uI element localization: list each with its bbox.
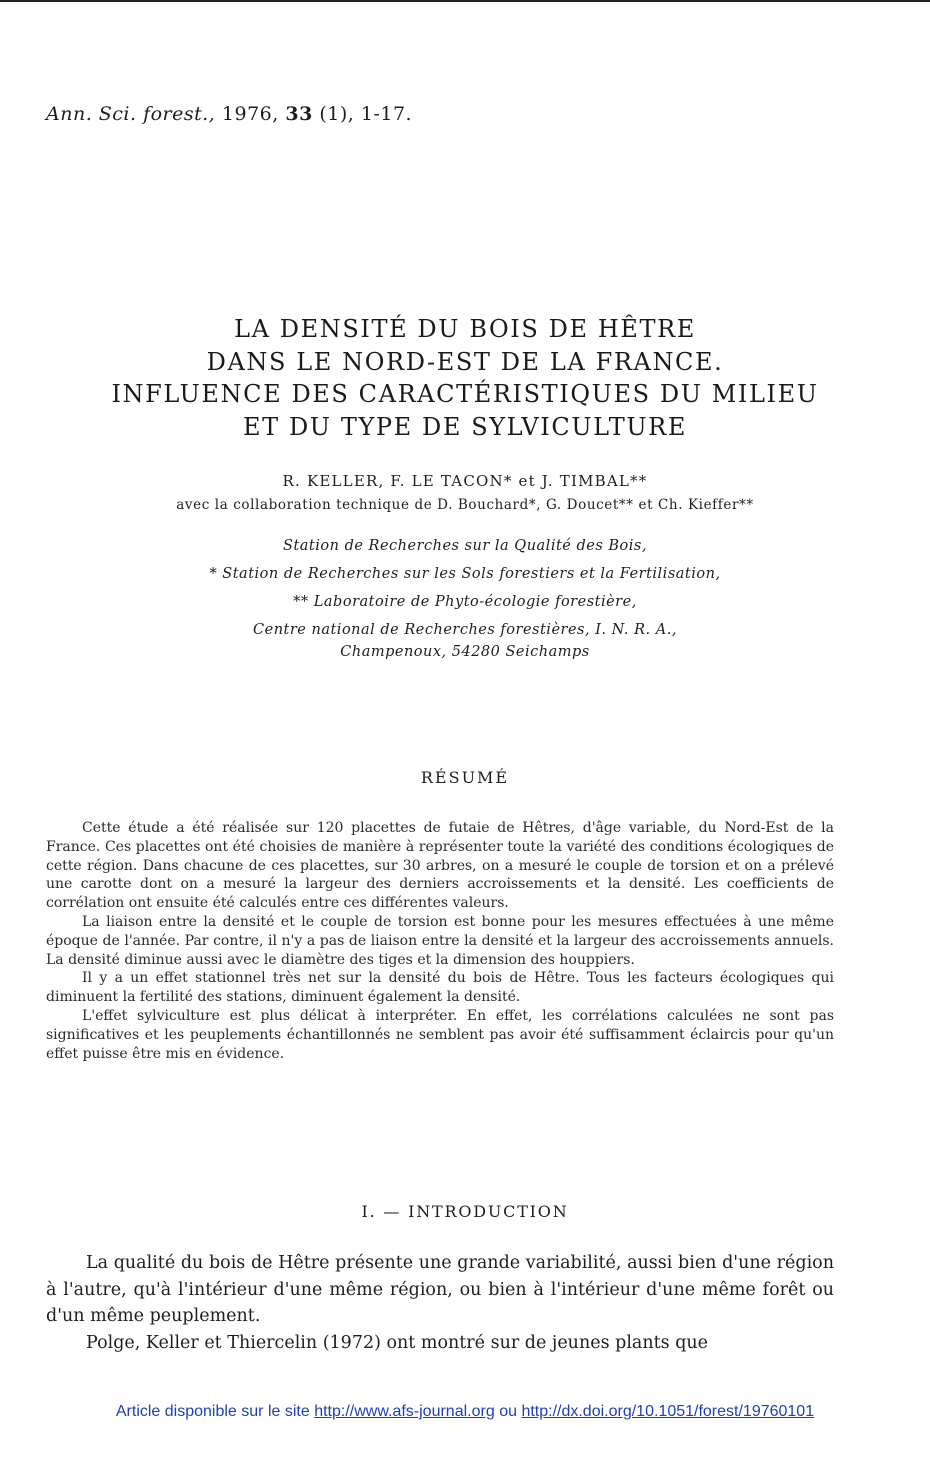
abstract-paragraph: L'effet sylviculture est plus délicat à interpréter. En effet, les corrélations calculées ne sont pas significatives et les peuplements échantillonnés ne semblent pas avoir été suffisamment éclaircis pour qu'un effet puisse être mis en évidence. [46,1007,834,1062]
title-line: LA DENSITÉ DU BOIS DE HÊTRE [234,315,696,343]
footer-middle: ou [499,1403,517,1420]
affiliation-line: Champenoux, 54280 Seichamps [340,644,590,660]
journal-name: Ann. Sci. forest., [46,103,216,125]
body-paragraph: Polge, Keller et Thiercelin (1972) ont montré sur de jeunes plants que [86,1332,709,1353]
affiliation-line: Station de Recherches sur la Qualité des Bois, [283,538,647,554]
journal-citation [46,103,412,125]
authors: R. KELLER, F. LE TACON* et J. TIMBAL** [282,472,648,490]
journal-issue-pages: (1), 1-17. [319,103,413,125]
abstract-paragraph: Il y a un effet stationnel très net sur la densité du bois de Hêtre. Tous les facteurs écologiques qui diminuent la fertilité des stations, diminuent également la densité. [46,970,834,1006]
footer-prefix: Article disponible sur le site [115,1403,310,1420]
title-line: INFLUENCE DES CARACTÉRISTIQUES DU MILIEU [111,380,819,408]
abstract-body [46,819,834,1063]
availability-footer [0,1403,930,1421]
section-dash: — [383,1202,402,1221]
paper-title [60,313,870,443]
technical-collaboration: avec la collaboration technique de D. Bouchard*, G. Doucet** et Ch. Kieffer** [176,497,754,513]
title-line: ET DU TYPE DE SYLVICULTURE [243,412,687,441]
doi-link[interactable]: http://dx.doi.org/10.1051/forest/19760101 [521,1403,815,1420]
affiliation-line: ** Laboratoire de Phyto-écologie forestière, [293,594,637,610]
section-heading [0,1202,930,1221]
journal-site-link[interactable]: http://www.afs-journal.org [314,1403,495,1420]
body-paragraph: La qualité du bois de Hêtre présente une grande variabilité, aussi bien d'une région à l'autre, qu'à l'intérieur d'une même région, ou bien à l'intérieur d'une même forêt ou d'un même peuplement. [46,1253,834,1326]
section-title: INTRODUCTION [408,1202,569,1221]
abstract-paragraph: La liaison entre la densité et le couple de torsion est bonne pour les mesures effectuées à une même époque de l'année. Par contre, il n'y a pas de liaison entre la densité et la largeur des accroissements annuels. La densité diminue aussi avec le diamètre des tiges et la dimension des houppiers. [46,913,834,968]
section-number: I. [361,1202,377,1221]
affiliation-line: * Station de Recherches sur les Sols forestiers et la Fertilisation, [209,566,721,582]
resume-heading: RÉSUMÉ [420,768,510,787]
title-line: DANS LE NORD-EST DE LA FRANCE. [206,347,724,376]
abstract-paragraph: Cette étude a été réalisée sur 120 placettes de futaie de Hêtres, d'âge variable, du Nord-Est de la France. Ces placettes ont été choisies de manière à représenter toute la variété des conditions écologiques de cette région. Dans chacune de ces placettes, sur 30 arbres, on a mesuré le couple de torsion et on a prélevé une carotte dont on a mesuré la largeur des derniers accroissements et la densité. Les coefficients de corrélation ont ensuite été calculés entre ces différentes valeurs. [46,820,834,912]
top-rule [0,0,930,2]
affiliation-line: Centre national de Recherches forestières, I. N. R. A., [253,622,677,638]
introduction-body [46,1250,834,1356]
journal-volume: 33 [285,103,313,125]
journal-year: 1976, [221,103,279,125]
